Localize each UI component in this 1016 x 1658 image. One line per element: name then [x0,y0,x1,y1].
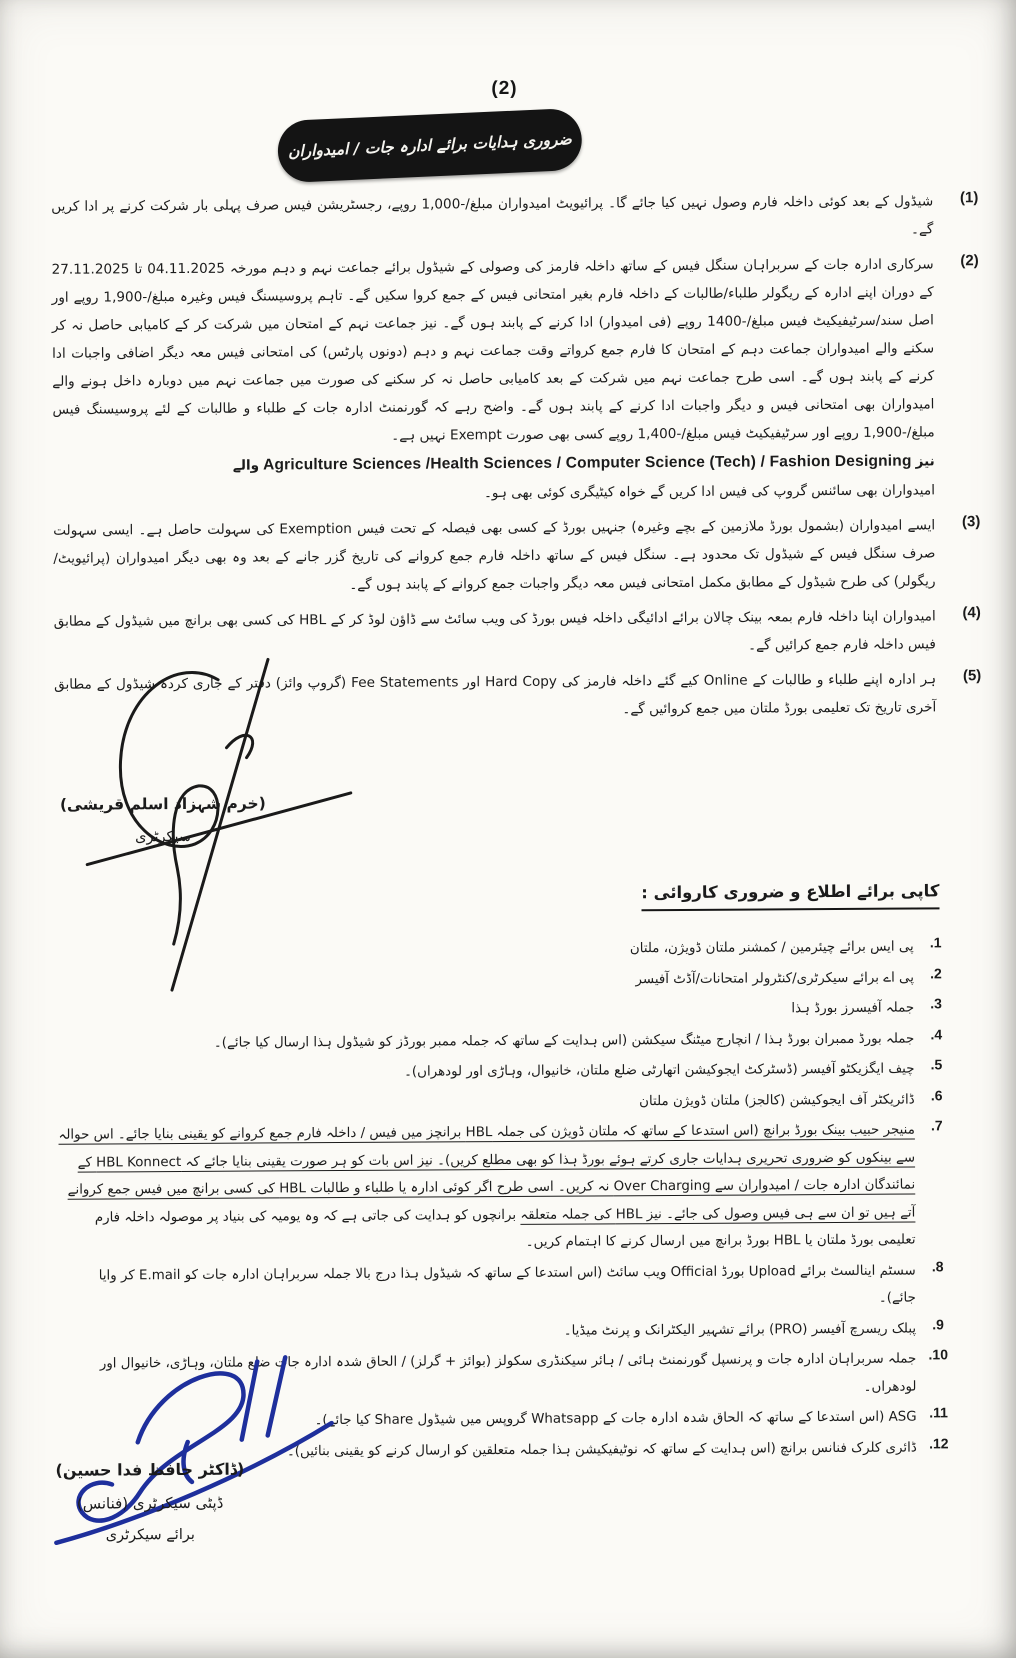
copy-item-6 [57,1086,959,1119]
subjects-suffix: والے [232,457,260,474]
copy-item-number: 4. [930,1025,943,1042]
subjects-line [53,446,935,481]
page-number: (2) [491,77,518,100]
copy-item-5 [56,1055,958,1088]
copy-item-9 [58,1315,960,1348]
copy-item-number: 11. [929,1404,948,1421]
instruction-item-2 [52,250,1008,510]
instruction-number: (2) [960,252,979,270]
copy-item-7-plain: برانچوں کو ہدایت کی جاتی ہے کہ وہ یومیہ کی بنیاد پر موصولہ داخلہ فارم تعلیمی بورڈ ملتان یا HBL بورڈ برانچ میں ارسال کرنے کا اہتمام کریں۔ [94,1207,916,1250]
subjects-prefix: نیز [915,453,935,470]
instruction-text-main: سرکاری ادارہ جات کے سربراہان سنگل فیس کے ساتھ داخلہ فارمز کی وصولی کے شیڈول برائے جماعت نہم و دہم مورخہ 04.11.2025 تا 27.11.2025 کے دوران اپنے ادارہ کے ریگولر طلباء/طالبات کے داخلہ فارم بغیر امتحانی فیس کے جمع کروا سکیں گے۔ تاہم پروسیسنگ فیس وغیرہ مبلغ/-1,900 روپے اور اصل سند/سرٹیفیکیٹ فیس مبلغ/-1400 روپے (فی امیدوار) ادا کرنے کے پابند ہوں گے۔ نیز جماعت نہم کے امتحان میں شرکت کر کے کامیابی حاصل نہ کر سکنے والے امیدواران جماعت دہم کے امتحان کا فارم جمع کرواتے وقت جماعت نہم و دہم (دونوں پارٹس) کی امتحانی فیس معہ دیگر اضافی واجبات ادا کرنے کے پابند ہوں گے۔ اسی طرح جماعت نہم میں شرکت کے بعد کامیابی حاصل نہ کر سکنے کی صورت میں جماعت نہم میں دوبارہ داخل ہونے والے امیدواران بھی امتحانی فیس و دیگر واجبات ادا کرنے کے پابند ہوں گے۔ واضح رہے کہ گورنمنٹ ادارہ جات کے طلباء و طالبات کے لئے پروسیسنگ فیس مبلغ/-1,900 روپے اور سرٹیفیکیٹ فیس مبلغ/-1,400 روپے کسی بھی صورت Exempt نہیں ہے۔ [51,256,935,444]
deputy-secretary-title: ڈپٹی سیکرٹری (فنانس) [76,1493,224,1513]
instruction-text [52,250,936,509]
instruction-text: ایسے امیدواران (بشمول بورڈ ملازمین کے بچے وغیرہ) جنہیں بورڈ کے کسی بھی فیصلہ کے تحت فیس Exemption کی سہولت حاصل ہے۔ ایسی سہولت صرف سنگل فیس کے شیڈول تک محدود ہے۔ سنگل فیس کے ساتھ داخلہ فارم جمع کروانے کی تاریخ گزر جانے کے بعد وہ بھی دیگر امیدواران (پرائیویٹ/ریگولر) کی طرح شیڈول کے مطابق مکمل امتحانی فیس معہ دیگر واجبات جمع کروانے کے پابند ہوں گے۔ [53,517,936,593]
copy-item-text: سسٹم اینالسٹ برائے Upload بورڈ Official ویب سائٹ (اس استدعا کے ساتھ کہ شیڈول ہذا درج بالا جملہ سربراہان ادارہ جات کو E.mail کر وایا جائے)۔ [98,1263,916,1306]
instruction-text: شیڈول کے بعد کوئی داخلہ فارم وصول نہیں کیا جائے گا۔ پرائیویٹ امیدواران مبلغ/-1,000 روپے، رجسٹریشن فیس صرف پہلی بار شرکت کرنے پر ادا کریں گے۔ [51,193,934,238]
copy-item-3 [56,994,958,1027]
copy-item-7-underlined: منیجر حبیب بینک بورڈ برانچ (اس استدعا کے ساتھ کہ ملتان ڈویژن کی جملہ HBL برانچز میں فیس / داخلہ فارم جمع کروانے کو یقینی بنایا جائے۔ اس حوالہ سے بینکوں کو ضروری تحریری ہدایات جاری کرتے ہوئے بورڈ ہذا کو بھی مطلع کریں)۔ نیز اس بات کو ہر صورت یقینی بنایا جائے کہ HBL Konnect کے نمائندگان ادارہ جات / امیدواران سے Over Charging نہ کریں۔ اسی طرح اگر کوئی ادارہ یا طلباء و طالبات HBL کی کسی برانچ میں فیس جمع کروانے آتے ہیں تو ان سے ہی فیس وصول کی جائے۔ نیز HBL کی جملہ متعلقہ [58,1122,916,1223]
instruction-text: امیدواران اپنا داخلہ فارم بمعہ بینک چالان برائے ادائیگی داخلہ فیس بورڈ کی ویب سائٹ سے ڈاؤن لوڈ کر کے HBL کی کسی بھی برانچ میں شیڈول کے مطابق فیس داخلہ فارم جمع کرائیں گے۔ [53,608,936,654]
copy-item-number: 2. [930,964,942,981]
instruction-number: (3) [961,513,981,531]
copy-item-10 [58,1345,960,1406]
deputy-secretary-name: (ڈاکٹر حافظ فدا حسین) [55,1459,245,1480]
copy-item-2 [56,964,958,997]
copy-item-text: جملہ بورڈ ممبران بورڈ ہذا / انچارج میٹنگ سیکشن (اس ہدایت کے ساتھ کہ جملہ ممبر بورڈز کو شیڈول ہذا ارسال کیا جائے)۔ [213,1031,915,1051]
secretary-name-block [53,794,273,845]
instruction-item-4 [54,602,1008,664]
copy-item-text: چیف ایگزیکٹو آفیسر (ڈسٹرکٹ ایجوکیشن اتھارٹی ضلع ملتان، خانیوال، وہاڑی اور لودھراں)۔ [403,1061,915,1080]
copy-item-number: 1. [929,934,942,951]
deputy-secretary-name-block [31,1459,270,1543]
copy-item-number: 6. [930,1086,943,1103]
instruction-item-1 [51,187,1005,249]
instruction-item-3 [53,511,1007,601]
copy-item-text: جملہ آفیسرز بورڈ ہذا [791,1000,915,1017]
copy-item-4 [56,1025,958,1058]
copy-item-8 [58,1257,960,1318]
copy-item-text [57,1117,916,1260]
copy-distribution-list [56,933,961,1470]
secretary-name: (خرم شہزاد اسلم قریشی) [59,794,266,814]
copy-section-heading: کاپی برائے اطلاع و ضروری کاروائی : [641,881,939,911]
instruction-number: (4) [962,604,981,622]
copy-item-text: پی ایس برائے چیئرمین / کمشنر ملتان ڈویژن، ملتان [629,939,914,957]
copy-item-11 [59,1403,961,1436]
instruction-number: (1) [959,189,979,207]
instruction-text-after: امیدواران بھی سائنس گروپ کی فیس ادا کریں گے خواہ کیٹیگری کوئی بھی ہو۔ [483,482,936,502]
secretary-title: سیکرٹری [135,828,192,846]
banner-title: ضروری ہدایات برائے ادارہ جات / امیدواران [287,130,573,161]
copy-item-text: ڈائری کلرک فنانس برانچ (اس ہدایت کے ساتھ کہ نوٹیفیکیشن ہذا جملہ متعلقین کو ارسال کرنے کو یقینی بنائیں)۔ [286,1440,917,1459]
copy-item-text: ڈائریکٹر آف ایجوکیشن (کالجز) ملتان ڈویژن ملتان [639,1092,915,1109]
copy-item-number: 7. [930,1117,943,1134]
subjects-list: Agriculture Sciences /Health Sciences / Computer Science (Tech) / Fashion Designing [263,452,912,474]
copy-item-number: 3. [930,995,942,1012]
deputy-secretary-subtitle: برائے سیکرٹری [105,1526,195,1544]
instruction-item-5 [54,665,1008,727]
copy-item-number: 9. [932,1315,944,1332]
copy-item-number: 12. [928,1434,949,1451]
copy-item-text: ASG (اس استدعا کے ساتھ کہ الحاق شدہ ادارہ جات کے Whatsapp گروپس میں شیڈول Share کیا جائے)۔ [314,1409,917,1429]
copy-item-number: 8. [931,1257,944,1274]
copy-item-1 [56,933,958,966]
instruction-number: (5) [962,667,982,685]
copy-item-text: پبلک ریسرچ آفیسر (PRO) برائے تشہیر الیکٹرانک و پرنٹ میڈیا۔ [563,1321,917,1339]
copy-item-number: 10. [928,1346,949,1363]
copy-item-text: پی اے برائے سیکرٹری/کنٹرولر امتحانات/آڈٹ آفیسر [635,970,914,987]
copy-item-number: 5. [930,1056,943,1073]
instruction-text: ہر ادارہ اپنے طلباء و طالبات کے Online کیے گئے داخلہ فارمز کی Hard Copy اور Fee Statements (گروپ وائز) دفتر کے جاری کردہ شیڈول کے مطابق آخری تاریخ تک تعلیمی بورڈ ملتان میں جمع کروائیں گے۔ [54,671,937,718]
title-banner [277,108,583,183]
instructions-section [51,187,1008,734]
copy-item-text: جملہ سربراہان ادارہ جات و پرنسپل گورنمنٹ ہائی / ہائر سیکنڈری سکولز (بوائز + گرلز) / الحاق شدہ ادارہ جات ضلع ملتان، وہاڑی، خانیوال اور لودھراں۔ [99,1351,917,1395]
copy-item-7 [57,1116,960,1259]
